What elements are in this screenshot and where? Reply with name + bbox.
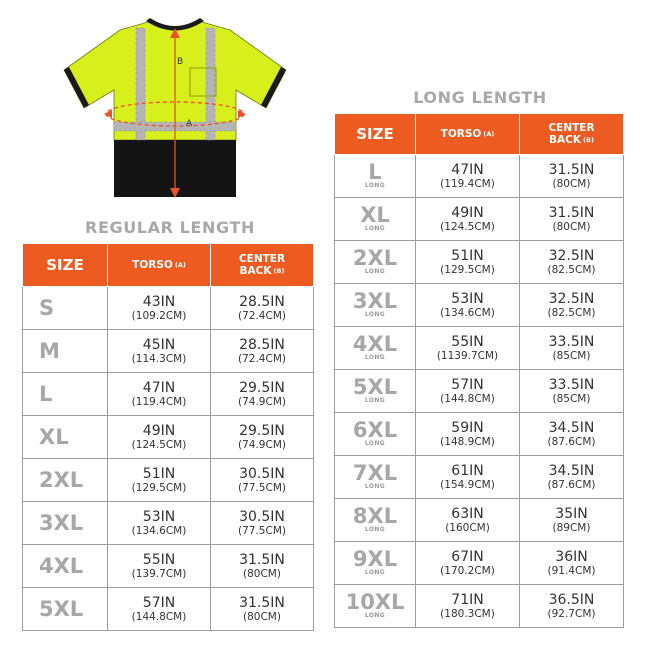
size-cell — [335, 241, 416, 284]
torso-cell — [416, 198, 520, 241]
size-label: M — [39, 339, 60, 363]
size-label: S — [39, 296, 55, 320]
torso-cell — [416, 413, 520, 456]
back-inches: 31.5IN — [239, 551, 285, 568]
back-inches: 28.5IN — [239, 336, 285, 353]
long-tag: LONG — [364, 268, 386, 275]
torso-header-sub: (A) — [483, 130, 495, 138]
table-row — [335, 284, 624, 327]
torso-inches: 61IN — [451, 462, 484, 479]
back-centimeters: (74.9CM) — [238, 438, 286, 451]
table-row — [335, 413, 624, 456]
torso-centimeters: (154.9CM) — [440, 478, 495, 491]
back-centimeters: (80CM) — [552, 220, 591, 233]
table-row — [335, 585, 624, 628]
size-cell — [335, 198, 416, 241]
size-cell — [23, 287, 108, 330]
size-label: 3XL — [39, 511, 84, 535]
table-row — [23, 373, 314, 416]
size-label: L — [39, 382, 53, 406]
back-centimeters: (77.5CM) — [238, 524, 286, 537]
torso-inches: 45IN — [142, 336, 176, 353]
size-label: 5XL — [39, 597, 84, 621]
torso-centimeters: (129.5CM) — [440, 263, 495, 276]
torso-inches: 57IN — [142, 594, 176, 611]
torso-centimeters: (119.4CM) — [440, 177, 495, 190]
center-back-cell — [211, 287, 314, 330]
torso-header — [108, 244, 211, 287]
size-label: 4XL — [352, 332, 398, 356]
long-tag: LONG — [364, 569, 386, 576]
torso-centimeters: (139.7CM) — [131, 567, 187, 580]
torso-centimeters: (144.8CM) — [440, 392, 495, 405]
torso-cell — [108, 330, 211, 373]
center-back-cell — [211, 502, 314, 545]
shirt-measurement-diagram — [60, 10, 290, 210]
back-centimeters: (80CM) — [243, 567, 281, 580]
table-row — [335, 499, 624, 542]
torso-inches: 53IN — [142, 508, 176, 525]
torso-cell — [416, 456, 520, 499]
back-centimeters: (87.6CM) — [547, 435, 596, 448]
torso-cell — [416, 327, 520, 370]
torso-cell — [416, 370, 520, 413]
center-back-cell — [520, 241, 624, 284]
size-cell — [335, 499, 416, 542]
back-centimeters: (92.7CM) — [547, 607, 596, 620]
back-header-label: BACK — [239, 265, 272, 277]
torso-centimeters: (160CM) — [445, 521, 490, 534]
size-cell — [335, 284, 416, 327]
center-back-cell — [520, 370, 624, 413]
back-centimeters: (72.4CM) — [238, 352, 286, 365]
center-back-cell — [211, 588, 314, 631]
size-cell — [335, 327, 416, 370]
back-centimeters: (87.6CM) — [547, 478, 596, 491]
regular-length-title: REGULAR LENGTH — [85, 218, 255, 237]
size-label: XL — [39, 425, 69, 449]
torso-inches: 57IN — [451, 376, 484, 393]
back-inches: 30.5IN — [239, 465, 285, 482]
regular-header-row — [23, 244, 314, 287]
long-tag: LONG — [364, 440, 386, 447]
back-centimeters: (82.5CM) — [547, 306, 596, 319]
back-centimeters: (91.4CM) — [547, 564, 596, 577]
center-back-cell — [520, 198, 624, 241]
torso-header-label: TORSO — [440, 128, 482, 140]
back-inches: 34.5IN — [548, 419, 595, 436]
torso-centimeters: (129.5CM) — [131, 481, 187, 494]
torso-inches: 51IN — [451, 247, 484, 264]
back-inches: 29.5IN — [239, 422, 285, 439]
table-row — [335, 456, 624, 499]
size-cell — [23, 545, 108, 588]
table-row — [23, 330, 314, 373]
torso-header-sub: (A) — [174, 261, 186, 269]
torso-cell — [108, 373, 211, 416]
back-inches: 28.5IN — [239, 293, 285, 310]
torso-inches: 59IN — [451, 419, 484, 436]
table-row — [23, 416, 314, 459]
torso-cell — [108, 459, 211, 502]
long-size-table — [334, 113, 624, 628]
long-tag: LONG — [364, 354, 386, 361]
back-centimeters: (80CM) — [552, 177, 591, 190]
back-inches: 29.5IN — [239, 379, 285, 396]
back-centimeters: (72.4CM) — [238, 309, 286, 322]
size-label: 7XL — [352, 461, 398, 485]
size-cell — [335, 456, 416, 499]
back-centimeters: (82.5CM) — [547, 263, 596, 276]
torso-centimeters: (119.4CM) — [131, 395, 187, 408]
torso-centimeters: (134.6CM) — [131, 524, 187, 537]
torso-header — [416, 114, 520, 155]
center-back-cell — [211, 459, 314, 502]
back-inches: 36.5IN — [548, 591, 595, 608]
table-row — [335, 370, 624, 413]
torso-centimeters: (134.6CM) — [440, 306, 495, 319]
table-row — [335, 327, 624, 370]
back-inches: 32.5IN — [548, 290, 595, 307]
center-back-header — [211, 244, 314, 287]
center-back-cell — [211, 373, 314, 416]
long-tag: LONG — [364, 397, 386, 404]
torso-cell — [416, 241, 520, 284]
torso-inches: 53IN — [451, 290, 484, 307]
center-back-cell — [211, 416, 314, 459]
center-back-cell — [520, 155, 624, 198]
torso-inches: 49IN — [451, 204, 484, 221]
torso-cell — [416, 499, 520, 542]
back-centimeters: (85CM) — [552, 392, 591, 405]
size-label: 5XL — [352, 375, 398, 399]
torso-inches: 47IN — [142, 379, 176, 396]
table-row — [335, 155, 624, 198]
torso-centimeters: (124.5CM) — [131, 438, 187, 451]
size-cell — [23, 502, 108, 545]
center-back-cell — [520, 413, 624, 456]
size-label: XL — [360, 203, 390, 227]
label-b: B — [177, 57, 184, 67]
size-header: SIZE — [335, 114, 416, 155]
center-back-cell — [520, 284, 624, 327]
size-label: 10XL — [345, 590, 405, 614]
size-cell — [23, 588, 108, 631]
torso-inches: 47IN — [451, 161, 484, 178]
torso-cell — [416, 284, 520, 327]
torso-inches: 67IN — [451, 548, 484, 565]
back-centimeters: (85CM) — [552, 349, 591, 362]
long-length-title: LONG LENGTH — [413, 88, 547, 107]
torso-cell — [108, 287, 211, 330]
torso-cell — [108, 588, 211, 631]
torso-inches: 63IN — [451, 505, 484, 522]
size-cell — [23, 416, 108, 459]
size-label: L — [368, 160, 382, 184]
center-back-cell — [211, 330, 314, 373]
torso-inches: 55IN — [142, 551, 176, 568]
long-tag: LONG — [364, 483, 386, 490]
size-cell — [335, 370, 416, 413]
torso-cell — [416, 155, 520, 198]
back-inches: 31.5IN — [548, 161, 595, 178]
size-cell — [335, 155, 416, 198]
torso-centimeters: (148.9CM) — [440, 435, 495, 448]
size-cell — [335, 542, 416, 585]
torso-inches: 49IN — [142, 422, 176, 439]
back-inches: 34.5IN — [548, 462, 595, 479]
size-cell — [23, 330, 108, 373]
table-row — [23, 502, 314, 545]
back-inches: 31.5IN — [239, 594, 285, 611]
torso-centimeters: (180.3CM) — [440, 607, 495, 620]
size-label: 6XL — [352, 418, 398, 442]
torso-inches: 43IN — [142, 293, 176, 310]
table-row — [335, 542, 624, 585]
center-back-cell — [520, 499, 624, 542]
table-row — [335, 198, 624, 241]
long-tag: LONG — [364, 311, 386, 318]
back-inches: 32.5IN — [548, 247, 595, 264]
back-header-sub: (B) — [583, 136, 594, 144]
center-back-cell — [520, 327, 624, 370]
torso-cell — [108, 502, 211, 545]
long-tag: LONG — [364, 526, 386, 533]
regular-size-table — [22, 243, 314, 631]
center-back-cell — [520, 456, 624, 499]
back-inches: 31.5IN — [548, 204, 595, 221]
torso-cell — [416, 585, 520, 628]
size-label: 8XL — [352, 504, 398, 528]
size-label: 2XL — [352, 246, 398, 270]
torso-centimeters: (1139.7CM) — [436, 349, 499, 362]
center-header-label: CENTER — [548, 122, 595, 134]
table-row — [23, 588, 314, 631]
table-row — [23, 545, 314, 588]
long-tag: LONG — [364, 182, 386, 189]
size-cell — [23, 373, 108, 416]
back-inches: 35IN — [555, 505, 588, 522]
back-inches: 33.5IN — [548, 333, 595, 350]
torso-cell — [108, 545, 211, 588]
back-inches: 30.5IN — [239, 508, 285, 525]
back-centimeters: (77.5CM) — [238, 481, 286, 494]
center-back-cell — [211, 545, 314, 588]
center-back-header — [520, 114, 624, 155]
size-label: 9XL — [352, 547, 398, 571]
size-cell — [335, 413, 416, 456]
size-cell — [335, 585, 416, 628]
size-header: SIZE — [23, 244, 108, 287]
torso-inches: 51IN — [142, 465, 176, 482]
torso-header-label: TORSO — [132, 259, 173, 271]
torso-centimeters: (114.3CM) — [131, 352, 187, 365]
table-row — [335, 241, 624, 284]
back-inches: 36IN — [555, 548, 588, 565]
center-header-label: CENTER — [238, 253, 286, 265]
torso-inches: 71IN — [451, 591, 484, 608]
torso-centimeters: (109.2CM) — [131, 309, 187, 322]
long-tag: LONG — [364, 612, 386, 619]
label-a: A — [186, 119, 193, 129]
long-tag: LONG — [364, 225, 386, 232]
size-label: 2XL — [39, 468, 84, 492]
torso-centimeters: (124.5CM) — [440, 220, 495, 233]
center-back-cell — [520, 542, 624, 585]
size-cell — [23, 459, 108, 502]
back-header-sub: (B) — [273, 267, 285, 275]
back-centimeters: (74.9CM) — [238, 395, 286, 408]
table-row — [23, 287, 314, 330]
size-label: 4XL — [39, 554, 84, 578]
center-back-cell — [520, 585, 624, 628]
back-centimeters: (80CM) — [243, 610, 281, 623]
long-header-row — [335, 114, 624, 155]
back-header-label: BACK — [549, 134, 582, 146]
size-label: 3XL — [352, 289, 398, 313]
torso-cell — [416, 542, 520, 585]
torso-centimeters: (144.8CM) — [131, 610, 187, 623]
back-inches: 33.5IN — [548, 376, 595, 393]
table-row — [23, 459, 314, 502]
torso-cell — [108, 416, 211, 459]
back-centimeters: (89CM) — [552, 521, 591, 534]
torso-centimeters: (170.2CM) — [440, 564, 495, 577]
torso-inches: 55IN — [451, 333, 484, 350]
